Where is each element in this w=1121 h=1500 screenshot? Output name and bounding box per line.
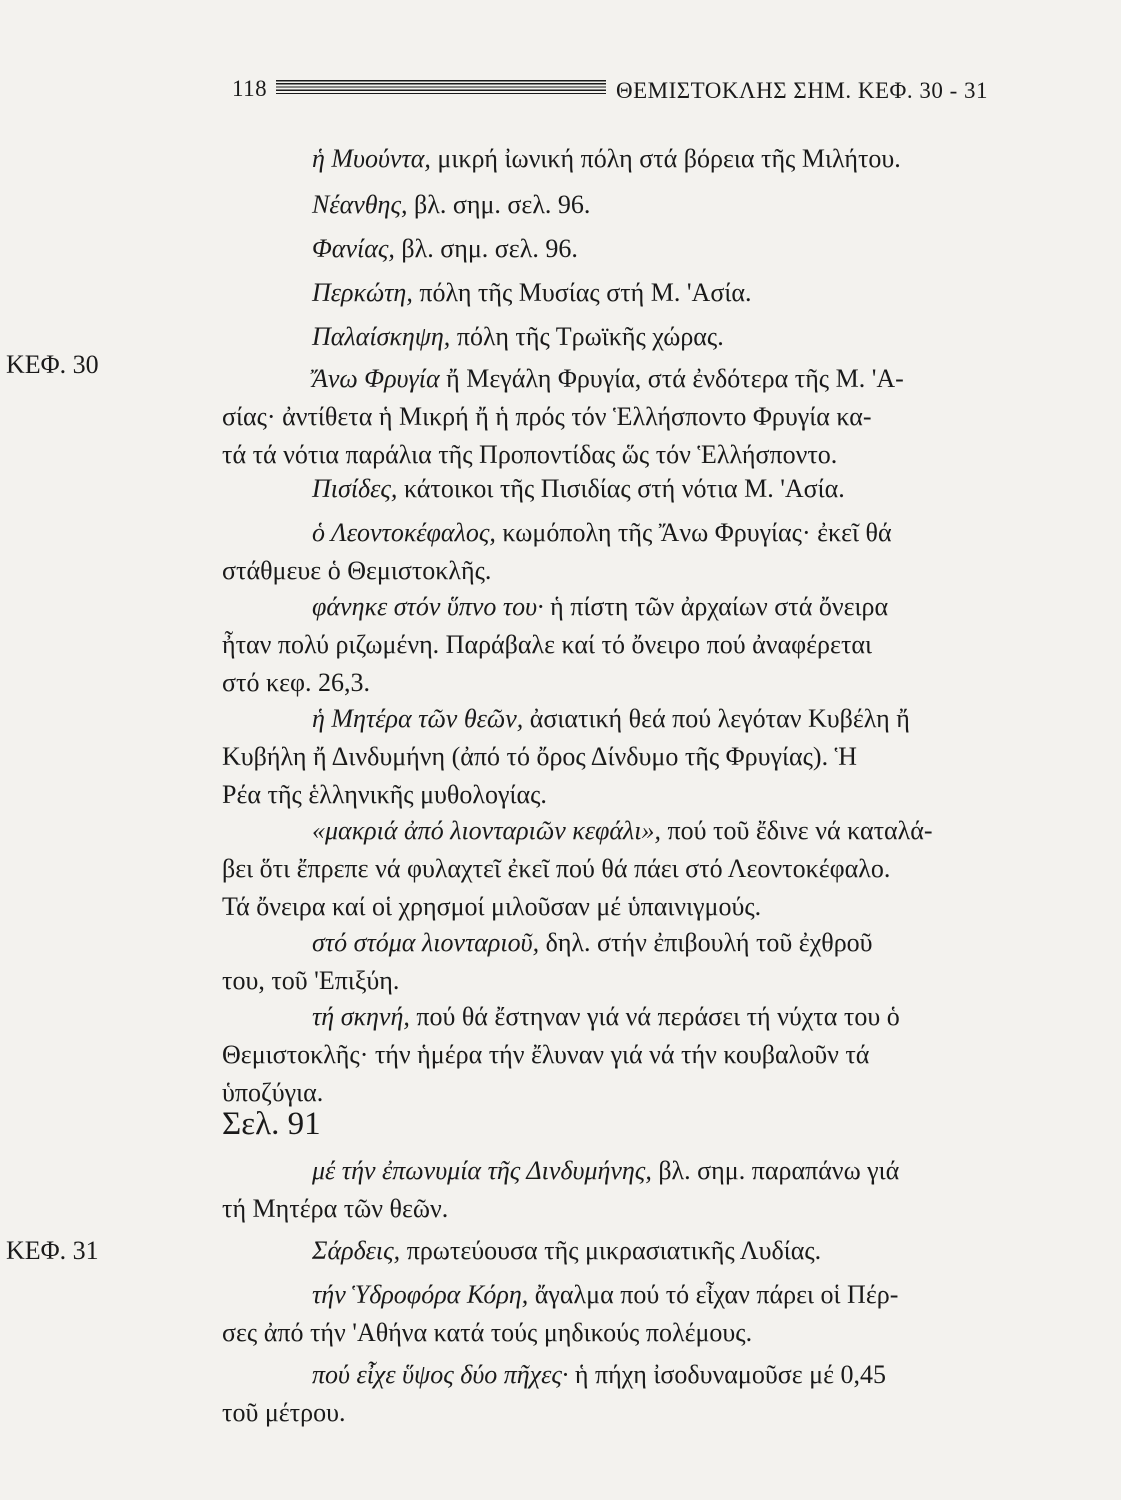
note-term: Σάρδεις, [312, 1236, 401, 1265]
note-palaiskepsi: Παλαίσκηψη, πόλη τῆς Τρωϊκῆς χώρας. [312, 322, 724, 351]
running-header [232, 74, 1032, 114]
note-fanike: φάνηκε στόν ὕπνο του· ἡ πίστη τῶν ἀρχαίων στά ὄνειρα ἦταν πολύ ριζωμένη. Παράβαλε καί τό ὄνειρο πού ἀναφέρεται στό κεφ. 26,3. [222, 592, 889, 697]
note-eponymia: μέ τήν ἐπωνυμία τῆς Δινδυμήνης, βλ. σημ. παραπάνω γιά τή Μητέρα τῶν θεῶν. [222, 1156, 900, 1223]
note-pichys: πού εἶχε ὕψος δύο πῆχες· ἡ πήχη ἰσοδυναμοῦσε μέ 0,45 τοῦ μέτρου. [222, 1360, 886, 1427]
note-term: μέ τήν ἐπωνυμία τῆς Δινδυμήνης, [312, 1156, 652, 1185]
note-term: Περκώτη, [312, 278, 413, 307]
note-term: ὁ Λεοντοκέφαλος, [312, 518, 496, 547]
note-mitera-theon: ἡ Μητέρα τῶν θεῶν, ἀσιατική θεά πού λεγόταν Κυβέλη ἤ Κυβήλη ἤ Δινδυμήνη (ἀπό τό ὄρος Δίνδυμο τῆς Φρυγίας). Ἡ Ρέα τῆς ἑλληνικῆς μυθολογίας. [222, 704, 910, 809]
note-ydrofora: τήν Ὑδροφόρα Κόρη, ἄγαλμα πού τό εἶχαν πάρει οἱ Πέρ- σες ἀπό τήν 'Αθήνα κατά τούς μηδικούς πολέμους. [222, 1280, 899, 1347]
note-stoma: στό στόμα λιονταριοῦ, δηλ. στήν ἐπιβουλή τοῦ ἐχθροῦ του, τοῦ 'Επιξύη. [222, 928, 873, 995]
section-heading: Σελ. 91 [222, 1106, 321, 1142]
note-myounta: ἡ Μυούντα, μικρή ἰωνική πόλη στά βόρεια τῆς Μιλήτου. [312, 144, 901, 173]
note-sardeis: Σάρδεις, πρωτεύουσα τῆς μικρασιατικῆς Λυδίας. [312, 1236, 822, 1265]
margin-label-kef-30: ΚΕΦ. 30 [6, 350, 99, 379]
note-term: τήν Ὑδροφόρα Κόρη, [312, 1280, 529, 1309]
note-term: Νέανθης, [312, 190, 408, 219]
note-term: πού εἶχε ὕψος δύο πῆχες· [312, 1360, 569, 1389]
note-term: τή σκηνή, [312, 1002, 410, 1031]
note-ano-frygia: Ἄνω Φρυγία ἤ Μεγάλη Φρυγία, στά ἐνδότερα τῆς Μ. 'Α- σίας· ἀντίθετα ἡ Μικρή ἤ ἡ πρός τόν Ἑλλήσποντο Φρυγία κα- τά τά νότια παράλια τῆς Προποντίδας ὥς τόν Ἑλλήσποντο. [222, 364, 904, 469]
note-term: Παλαίσκηψη, [312, 322, 451, 351]
running-title: ΘΕΜΙΣΤΟΚΛΗΣ ΣΗΜ. ΚΕΦ. 30 - 31 [616, 78, 989, 103]
note-makria: «μακριά ἀπό λιονταριῶν κεφάλι», πού τοῦ ἔδινε νά καταλά- βει ὅτι ἔπρεπε νά φυλαχτεῖ ἐκεῖ πού θά πάει στό Λεοντοκέφαλο. Τά ὄνειρα καί οἱ χρησμοί μιλοῦσαν μέ ὑπαινιγμούς. [222, 816, 933, 921]
margin-label-kef-31: ΚΕΦ. 31 [6, 1236, 99, 1265]
note-perkote: Περκώτη, πόλη τῆς Μυσίας στή Μ. 'Ασία. [312, 278, 752, 307]
note-term: Πισίδες, [312, 474, 398, 503]
note-term: φάνηκε στόν ὕπνο του· [312, 592, 544, 621]
note-term: Φανίας, [312, 234, 395, 263]
note-leontokefalos: ὁ Λεοντοκέφαλος, κωμόπολη τῆς Ἄνω Φρυγίας· ἐκεῖ θά στάθμευε ὁ Θεμιστοκλῆς. [222, 518, 892, 585]
note-term: «μακριά ἀπό λιονταριῶν κεφάλι», [312, 816, 662, 845]
note-neanthes: Νέανθης, βλ. σημ. σελ. 96. [312, 190, 591, 219]
note-term: ἡ Μητέρα τῶν θεῶν, [312, 704, 524, 733]
note-term: στό στόμα λιονταριοῦ, [312, 928, 540, 957]
header-rule [276, 80, 606, 94]
note-skini: τή σκηνή, πού θά ἔστηναν γιά νά περάσει τή νύχτα του ὁ Θεμιστοκλῆς· τήν ἡμέρα τήν ἔλυναν γιά νά τήν κουβαλοῦν τά ὑποζύγια. [222, 1002, 900, 1107]
page-number: 118 [232, 76, 268, 101]
note-term: ἡ Μυούντα, [312, 144, 431, 173]
note-term: Ἄνω Φρυγία [312, 364, 440, 393]
note-pisides: Πισίδες, κάτοικοι τῆς Πισιδίας στή νότια Μ. 'Ασία. [312, 474, 845, 503]
note-fanias: Φανίας, βλ. σημ. σελ. 96. [312, 234, 578, 263]
